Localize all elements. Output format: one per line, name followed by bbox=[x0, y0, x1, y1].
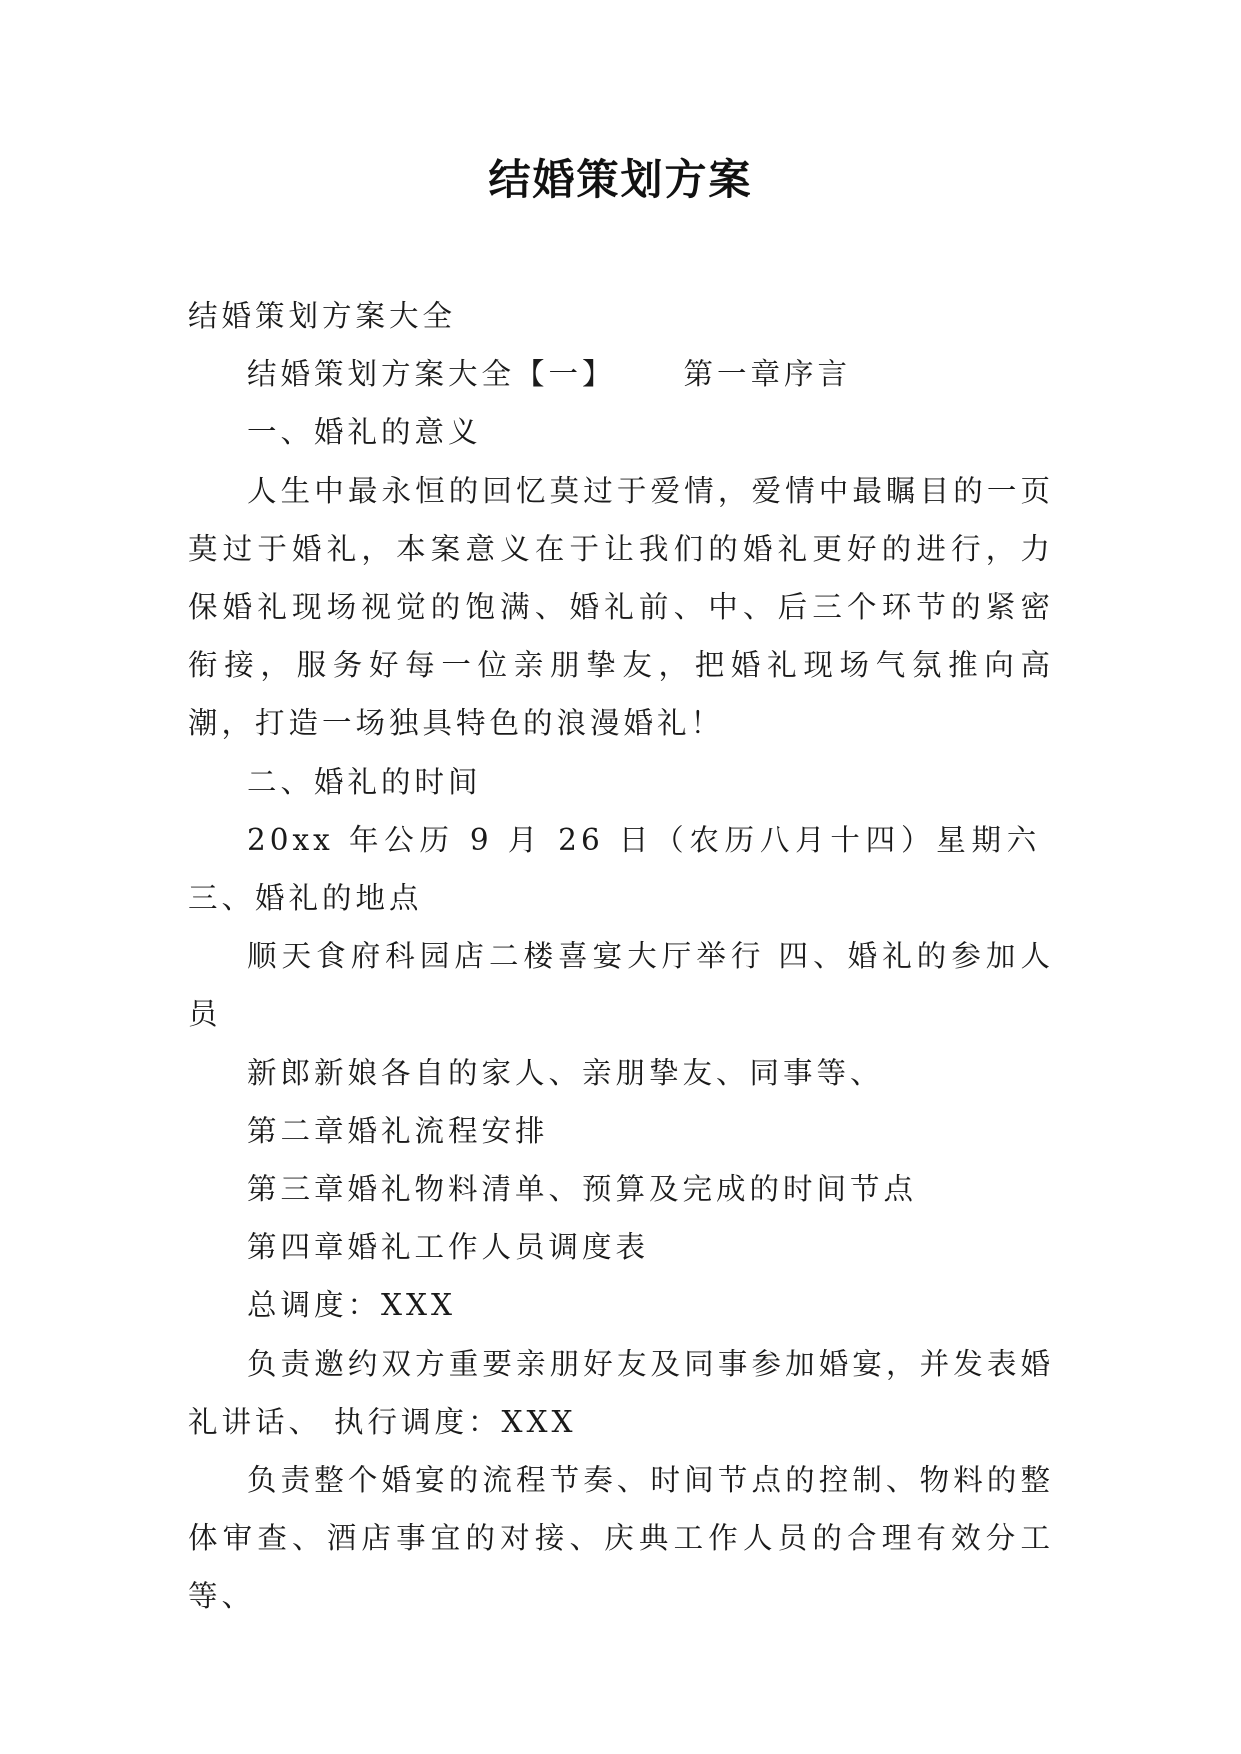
section1-body: 人生中最永恒的回忆莫过于爱情，爱情中最瞩目的一页莫过于婚礼，本案意义在于让我们的婚礼更好的进行，力保婚礼现场视觉的饱满、婚礼前、中、后三个环节的紧密衔接，服务好每一位亲朋挚友，把婚礼现场气氛推向高潮，打造一场独具特色的浪漫婚礼！ bbox=[188, 473, 1054, 741]
section2-heading: 二、婚礼的时间 bbox=[247, 764, 482, 799]
section3-body bbox=[188, 927, 1054, 1043]
exec-dispatcher-label: 执行调度：XXX bbox=[334, 1404, 577, 1439]
subtitle: 结婚策划方案大全 bbox=[188, 299, 457, 333]
wedding-date: 20xx 年公历 9 月 26 日（农历八月十四）星期六 bbox=[247, 822, 1042, 857]
exec-dispatcher-duty: 负责整个婚宴的流程节奏、时间节点的控制、物料的整体审查、酒店事宜的对接、庆典工作人员的合理有效分工等、 bbox=[188, 1463, 1054, 1614]
heading-part2: 第一章序言 bbox=[683, 357, 852, 392]
chief-dispatcher-label: 总调度：XXX bbox=[247, 1288, 457, 1323]
chief-dispatcher-duty bbox=[188, 1335, 1054, 1451]
section4-heading: 四、婚礼的参加人员 bbox=[188, 939, 1054, 1032]
chapter1-heading-line bbox=[188, 345, 1054, 403]
document-body bbox=[188, 287, 1054, 1626]
section3-heading: 三、婚礼的地点 bbox=[188, 881, 423, 916]
chapter4-heading: 第四章婚礼工作人员调度表 bbox=[247, 1230, 650, 1265]
section2-body bbox=[188, 811, 1054, 927]
section1-heading: 一、婚礼的意义 bbox=[247, 415, 482, 450]
chapter2-heading: 第二章婚礼流程安排 bbox=[247, 1113, 549, 1148]
document-title: 结婚策划方案 bbox=[488, 155, 753, 204]
wedding-venue: 顺天食府科园店二楼喜宴大厅举行 bbox=[247, 939, 766, 974]
section4-body: 新郎新娘各自的家人、亲朋挚友、同事等、 bbox=[247, 1055, 884, 1090]
heading-part1: 结婚策划方案大全【一】 bbox=[247, 357, 616, 392]
chief-duty-text: 负责邀约双方重要亲朋好友及同事参加婚宴，并发表婚礼讲话、 bbox=[188, 1346, 1054, 1439]
chapter3-heading: 第三章婚礼物料清单、预算及完成的时间节点 bbox=[247, 1172, 918, 1207]
